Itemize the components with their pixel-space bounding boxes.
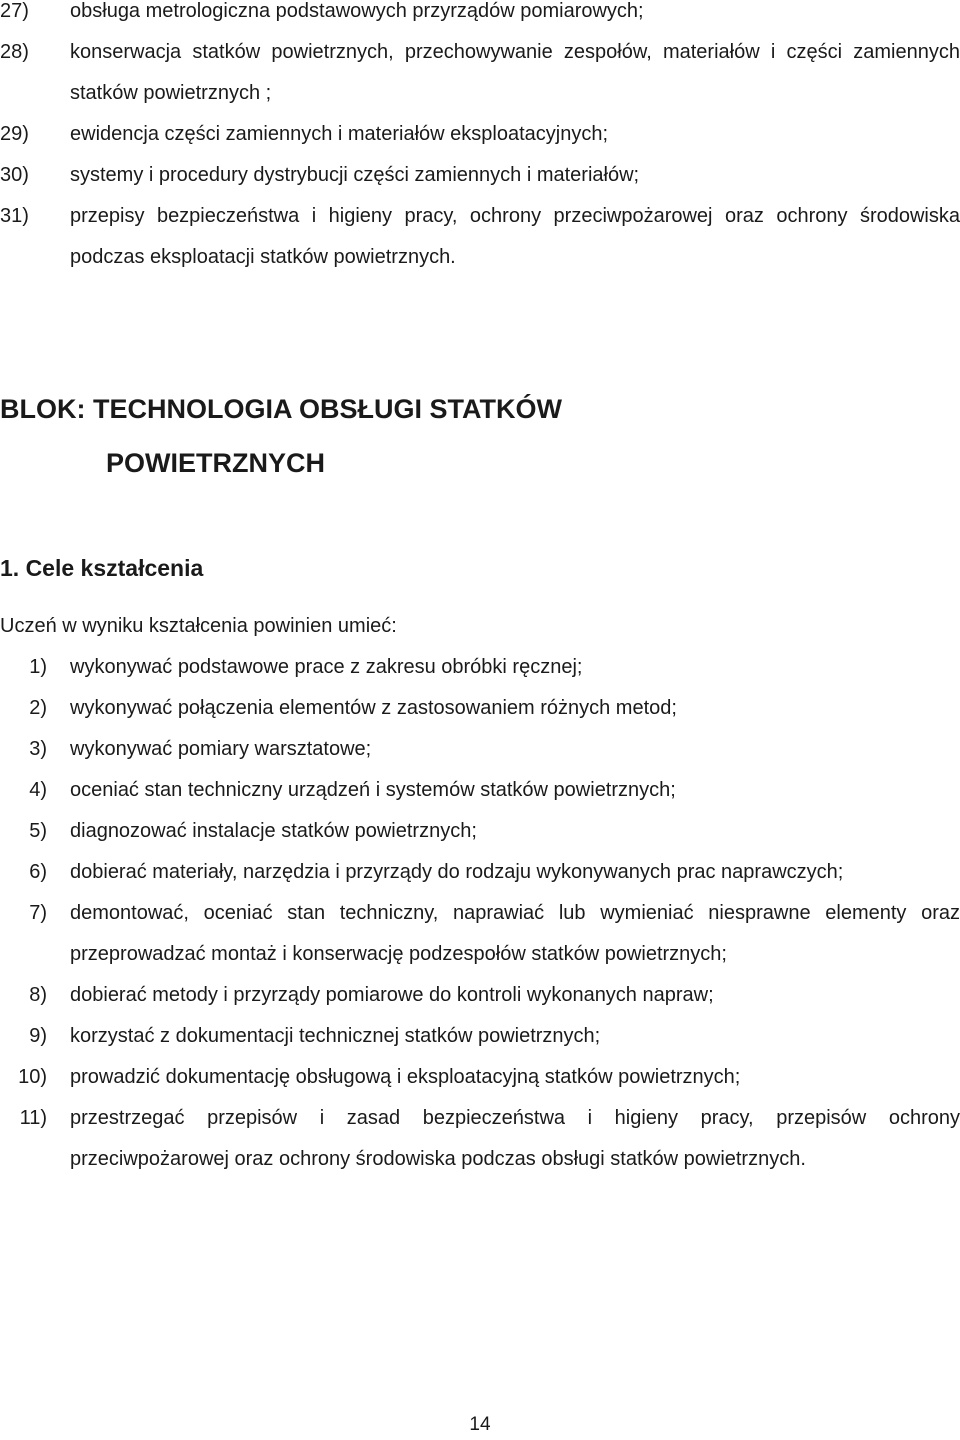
item-text: systemy i procedury dystrybucji części zamiennych i materiałów;	[70, 164, 640, 186]
list-item	[0, 688, 960, 729]
page-number: 14	[469, 1414, 491, 1435]
list-item	[0, 893, 960, 975]
item-number: 4)	[29, 779, 47, 801]
item-text: wykonywać połączenia elementów z zastosowaniem różnych metod;	[70, 697, 677, 719]
list-item	[0, 0, 960, 32]
item-number: 6)	[29, 861, 47, 883]
list-item	[0, 770, 960, 811]
list-item	[0, 729, 960, 770]
item-number: 28)	[0, 41, 29, 63]
item-text: demontować, oceniać stan techniczny, naprawiać lub wymieniać niesprawne elementy oraz przeprowadzać montaż i konserwację podzespołów statków powietrznych;	[70, 902, 960, 965]
list-item	[0, 811, 960, 852]
item-text: korzystać z dokumentacji technicznej statków powietrznych;	[70, 1025, 601, 1047]
section-title: 1. Cele kształcenia	[0, 555, 204, 581]
list-item	[0, 975, 960, 1016]
item-number: 31)	[0, 205, 29, 227]
item-number: 30)	[0, 164, 29, 186]
section-intro: Uczeń w wyniku kształcenia powinien umieć:	[0, 615, 397, 637]
item-text: dobierać materiały, narzędzia i przyrządy do rodzaju wykonywanych prac naprawczych;	[70, 861, 844, 883]
list-item	[0, 155, 960, 196]
list-item	[0, 1098, 960, 1180]
list-item	[0, 196, 960, 278]
item-number: 5)	[29, 820, 47, 842]
item-number: 10)	[18, 1066, 47, 1088]
item-text: wykonywać pomiary warsztatowe;	[70, 738, 372, 760]
item-text: wykonywać podstawowe prace z zakresu obróbki ręcznej;	[70, 656, 583, 678]
item-number: 2)	[29, 697, 47, 719]
item-text: konserwacja statków powietrznych, przechowywanie zespołów, materiałów i części zamiennych statków powietrznych ;	[70, 41, 960, 104]
item-text: dobierać metody i przyrządy pomiarowe do kontroli wykonanych napraw;	[70, 984, 714, 1006]
block-title-continued: POWIETRZNYCH	[106, 448, 325, 478]
item-number: 3)	[29, 738, 47, 760]
item-text: diagnozować instalacje statków powietrznych;	[70, 820, 477, 842]
item-number: 29)	[0, 123, 29, 145]
list-item	[0, 1057, 960, 1098]
item-text: oceniać stan techniczny urządzeń i systemów statków powietrznych;	[70, 779, 676, 801]
previous-content-list	[0, 0, 960, 278]
item-number: 27)	[0, 0, 29, 22]
goals-list	[0, 647, 960, 1180]
item-text: przepisy bezpieczeństwa i higieny pracy, ochrony przeciwpożarowej oraz ochrony środowiska podczas eksploatacji statków powietrznych.	[70, 205, 960, 268]
item-number: 1)	[29, 656, 47, 678]
block-title: BLOK: TECHNOLOGIA OBSŁUGI STATKÓW	[0, 394, 562, 424]
item-number: 9)	[29, 1025, 47, 1047]
item-text: obsługa metrologiczna podstawowych przyrządów pomiarowych;	[70, 0, 644, 22]
list-item	[0, 852, 960, 893]
item-text: ewidencja części zamiennych i materiałów eksploatacyjnych;	[70, 123, 609, 145]
item-number: 8)	[29, 984, 47, 1006]
list-item	[0, 114, 960, 155]
list-item	[0, 1016, 960, 1057]
list-item	[0, 647, 960, 688]
item-text: przestrzegać przepisów i zasad bezpieczeństwa i higieny pracy, przepisów ochrony przeciwpożarowej oraz ochrony środowiska podczas obsługi statków powietrznych.	[70, 1107, 960, 1170]
list-item	[0, 32, 960, 114]
item-number: 11)	[19, 1107, 47, 1129]
item-number: 7)	[29, 902, 47, 924]
item-text: prowadzić dokumentację obsługową i eksploatacyjną statków powietrznych;	[70, 1066, 741, 1088]
